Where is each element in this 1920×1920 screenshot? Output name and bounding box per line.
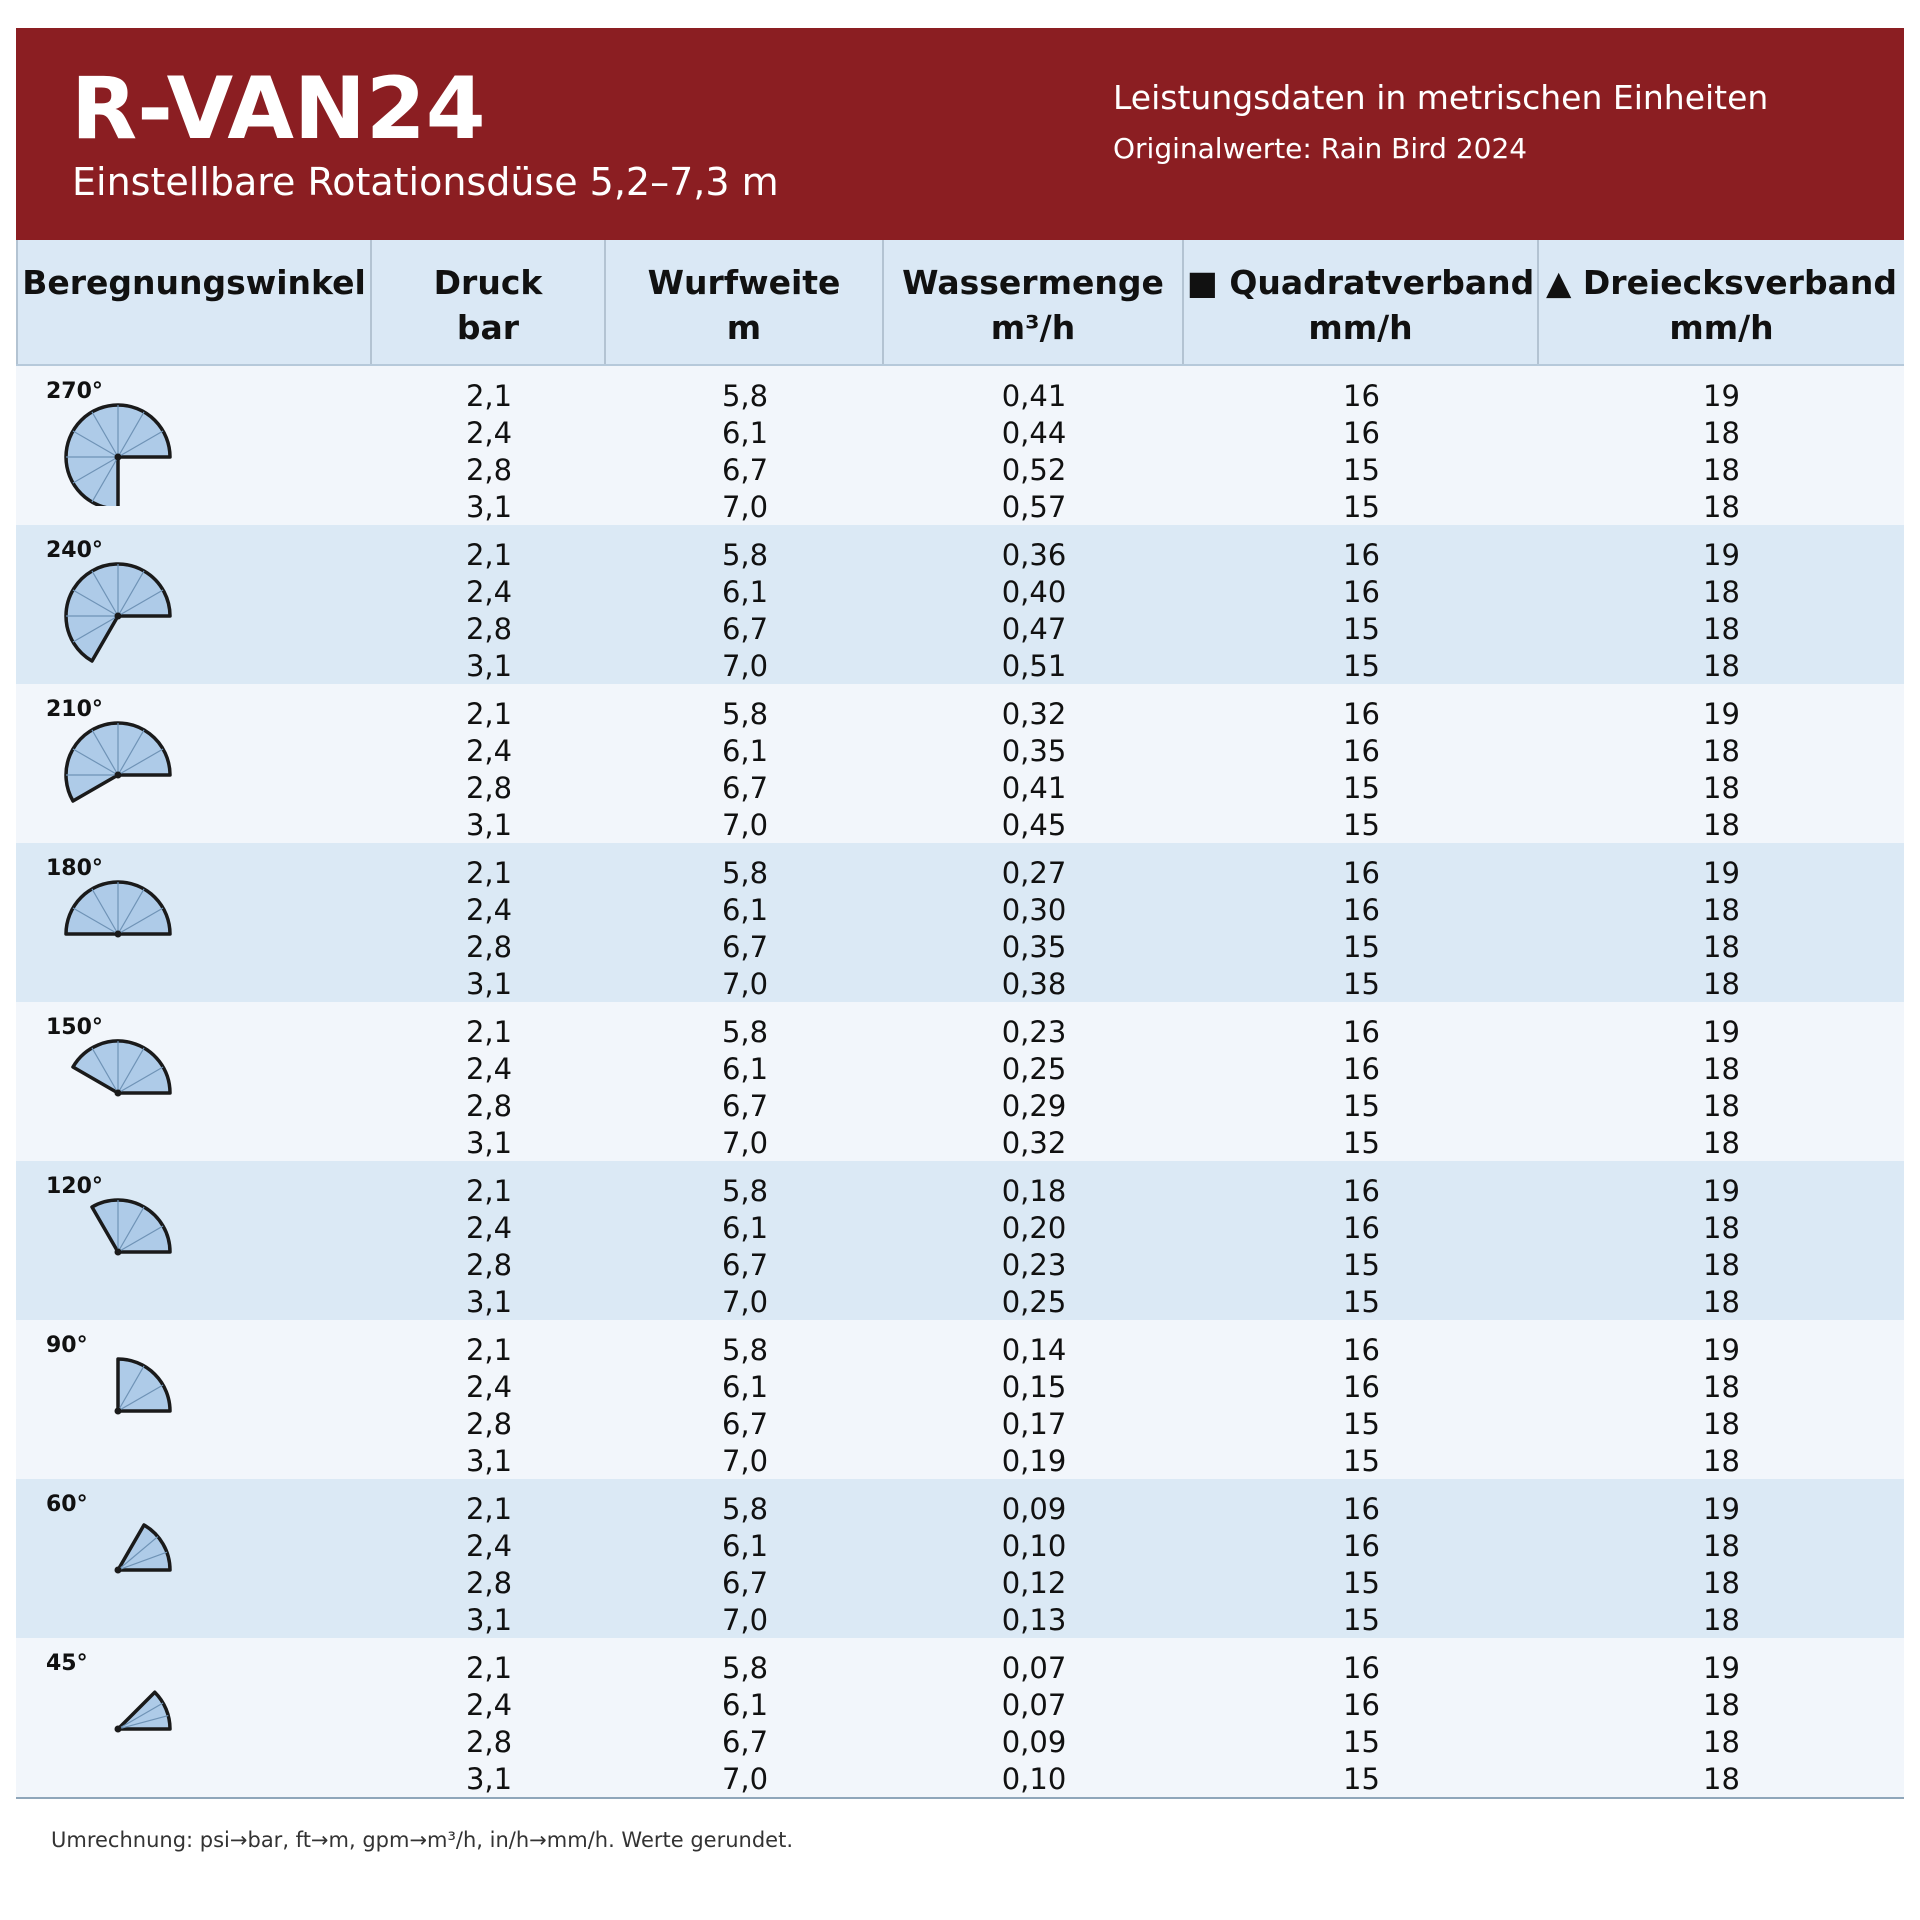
group-rows	[16, 1173, 1904, 1321]
triangle-rate-cell: 18	[1703, 893, 1740, 927]
angle-group	[16, 1320, 1904, 1479]
flow-cell: 0,35	[1001, 734, 1067, 768]
angle-cell-spacer	[16, 415, 372, 452]
flow-cell: 0,38	[1001, 967, 1067, 1001]
flow-cell: 0,52	[1001, 453, 1067, 487]
angle-group	[16, 1002, 1904, 1161]
flow-cell: 0,45	[1001, 808, 1067, 842]
flow-cell: 0,25	[1001, 1285, 1067, 1319]
flow-cell: 0,51	[1001, 649, 1067, 683]
radius-cell: 7,0	[721, 967, 769, 1001]
pressure-cell: 3,1	[465, 1762, 513, 1796]
column-header-radius: Wurfweite m	[606, 240, 884, 364]
radius-cell: 7,0	[721, 1444, 769, 1478]
pressure-cell: 2,4	[465, 1211, 513, 1245]
square-rate-cell: 16	[1343, 1651, 1380, 1685]
angle-cell-spacer	[16, 1014, 372, 1051]
flow-cell: 0,36	[1001, 538, 1067, 572]
pressure-cell: 2,1	[465, 1333, 513, 1367]
pressure-cell: 3,1	[465, 1603, 513, 1637]
triangle-rate-cell: 18	[1703, 1407, 1740, 1441]
pressure-cell: 3,1	[465, 1444, 513, 1478]
angle-group	[16, 525, 1904, 684]
flow-cell: 0,19	[1001, 1444, 1067, 1478]
pressure-cell: 2,8	[465, 930, 513, 964]
pressure-cell: 2,4	[465, 1529, 513, 1563]
square-rate-cell: 16	[1343, 1052, 1380, 1086]
square-rate-cell: 16	[1343, 734, 1380, 768]
pressure-cell: 2,4	[465, 893, 513, 927]
radius-cell: 6,1	[721, 1052, 769, 1086]
radius-cell: 5,8	[721, 1015, 769, 1049]
angle-label: 210°	[46, 697, 103, 722]
radius-cell: 5,8	[721, 856, 769, 890]
triangle-rate-cell: 18	[1703, 1370, 1740, 1404]
pressure-cell: 2,4	[465, 575, 513, 609]
square-rate-cell: 16	[1343, 379, 1380, 413]
flow-cell: 0,29	[1001, 1089, 1067, 1123]
angle-cell-spacer	[16, 1284, 372, 1321]
angle-cell-spacer	[16, 611, 372, 648]
angle-label: 180°	[46, 856, 103, 881]
square-rate-cell: 16	[1343, 538, 1380, 572]
flow-cell: 0,41	[1001, 379, 1067, 413]
radius-cell: 6,7	[721, 1407, 769, 1441]
square-rate-cell: 15	[1343, 967, 1380, 1001]
pressure-cell: 2,4	[465, 1052, 513, 1086]
pressure-cell: 2,8	[465, 1089, 513, 1123]
radius-cell: 6,1	[721, 893, 769, 927]
angle-label: 240°	[46, 538, 103, 563]
radius-cell: 6,7	[721, 1566, 769, 1600]
radius-cell: 5,8	[721, 697, 769, 731]
square-rate-cell: 15	[1343, 1126, 1380, 1160]
radius-cell: 6,7	[721, 930, 769, 964]
table-row	[16, 1443, 1904, 1480]
footnote: Umrechnung: psi→bar, ft→m, gpm→m³/h, in/h→mm/h. Werte gerundet.	[51, 1828, 794, 1852]
triangle-rate-cell: 18	[1703, 1444, 1740, 1478]
column-header-triangle-spacing: ▲ Dreiecksverband mm/h	[1546, 263, 1897, 347]
table-row	[16, 1528, 1904, 1565]
flow-cell: 0,13	[1001, 1603, 1067, 1637]
header-meta-source: Originalwerte: Rain Bird 2024	[1113, 132, 1528, 165]
triangle-rate-cell: 19	[1703, 1651, 1740, 1685]
angle-group	[16, 1638, 1904, 1799]
pressure-cell: 2,4	[465, 1370, 513, 1404]
flow-cell: 0,32	[1001, 1126, 1067, 1160]
angle-cell-spacer	[16, 537, 372, 574]
radius-cell: 6,7	[721, 771, 769, 805]
angle-cell-spacer	[16, 1173, 372, 1210]
triangle-rate-cell: 18	[1703, 1725, 1740, 1759]
flow-cell: 0,17	[1001, 1407, 1067, 1441]
radius-cell: 6,7	[721, 1089, 769, 1123]
triangle-rate-cell: 18	[1703, 575, 1740, 609]
triangle-rate-cell: 18	[1703, 1529, 1740, 1563]
group-rows	[16, 1491, 1904, 1639]
table-row	[16, 1014, 1904, 1051]
angle-cell-spacer	[16, 574, 372, 611]
spec-sheet	[16, 28, 1904, 1799]
triangle-rate-cell: 18	[1703, 416, 1740, 450]
flow-cell: 0,10	[1001, 1529, 1067, 1563]
radius-cell: 5,8	[721, 1174, 769, 1208]
flow-cell: 0,07	[1001, 1651, 1067, 1685]
triangle-rate-cell: 18	[1703, 808, 1740, 842]
radius-cell: 6,1	[721, 734, 769, 768]
group-rows	[16, 1014, 1904, 1162]
square-rate-cell: 15	[1343, 1762, 1380, 1796]
flow-cell: 0,32	[1001, 697, 1067, 731]
radius-cell: 6,1	[721, 1211, 769, 1245]
table-row	[16, 1247, 1904, 1284]
square-rate-cell: 15	[1343, 1248, 1380, 1282]
triangle-rate-cell: 18	[1703, 1211, 1740, 1245]
triangle-rate-cell: 18	[1703, 1089, 1740, 1123]
table-row	[16, 733, 1904, 770]
table-row	[16, 892, 1904, 929]
square-rate-cell: 15	[1343, 1407, 1380, 1441]
triangle-rate-cell: 18	[1703, 1285, 1740, 1319]
angle-cell-spacer	[16, 1602, 372, 1639]
flow-cell: 0,47	[1001, 612, 1067, 646]
square-rate-cell: 16	[1343, 1174, 1380, 1208]
flow-cell: 0,40	[1001, 575, 1067, 609]
angle-label: 270°	[46, 379, 103, 404]
table-row	[16, 611, 1904, 648]
triangle-rate-cell: 18	[1703, 1762, 1740, 1796]
triangle-rate-cell: 18	[1703, 612, 1740, 646]
square-rate-cell: 15	[1343, 930, 1380, 964]
pressure-cell: 3,1	[465, 1285, 513, 1319]
triangle-rate-cell: 18	[1703, 1052, 1740, 1086]
table-row	[16, 574, 1904, 611]
angle-cell-spacer	[16, 966, 372, 1003]
angle-label: 90°	[46, 1333, 88, 1358]
flow-cell: 0,27	[1001, 856, 1067, 890]
column-header-flow: Wassermenge m³/h	[884, 240, 1184, 364]
flow-cell: 0,23	[1001, 1248, 1067, 1282]
triangle-rate-cell: 18	[1703, 1566, 1740, 1600]
triangle-rate-cell: 18	[1703, 1248, 1740, 1282]
table-row	[16, 1650, 1904, 1687]
square-rate-cell: 16	[1343, 856, 1380, 890]
pressure-cell: 2,4	[465, 1688, 513, 1722]
square-rate-cell: 16	[1343, 1529, 1380, 1563]
angle-cell-spacer	[16, 648, 372, 685]
table-row	[16, 1210, 1904, 1247]
radius-cell: 6,1	[721, 575, 769, 609]
angle-cell-spacer	[16, 1210, 372, 1247]
square-rate-cell: 16	[1343, 1333, 1380, 1367]
flow-cell: 0,41	[1001, 771, 1067, 805]
table-row	[16, 770, 1904, 807]
flow-cell: 0,25	[1001, 1052, 1067, 1086]
square-rate-cell: 16	[1343, 697, 1380, 731]
flow-cell: 0,20	[1001, 1211, 1067, 1245]
angle-cell-spacer	[16, 1125, 372, 1162]
radius-cell: 6,1	[721, 1688, 769, 1722]
product-title: R-VAN24	[71, 59, 486, 159]
table-row	[16, 807, 1904, 844]
pressure-cell: 2,1	[465, 697, 513, 731]
flow-cell: 0,14	[1001, 1333, 1067, 1367]
table-row	[16, 696, 1904, 733]
square-rate-cell: 16	[1343, 893, 1380, 927]
pressure-cell: 3,1	[465, 649, 513, 683]
angle-cell-spacer	[16, 1369, 372, 1406]
radius-cell: 7,0	[721, 1285, 769, 1319]
flow-cell: 0,44	[1001, 416, 1067, 450]
square-rate-cell: 15	[1343, 1089, 1380, 1123]
square-rate-cell: 16	[1343, 1211, 1380, 1245]
radius-cell: 7,0	[721, 649, 769, 683]
angle-cell-spacer	[16, 1528, 372, 1565]
flow-cell: 0,35	[1001, 930, 1067, 964]
pressure-cell: 2,8	[465, 1248, 513, 1282]
square-rate-cell: 15	[1343, 490, 1380, 524]
group-rows	[16, 378, 1904, 526]
radius-cell: 6,1	[721, 1370, 769, 1404]
angle-label: 120°	[46, 1174, 103, 1199]
pressure-cell: 2,1	[465, 1015, 513, 1049]
table-body	[16, 366, 1904, 1799]
square-rate-cell: 15	[1343, 808, 1380, 842]
square-rate-cell: 15	[1343, 1603, 1380, 1637]
pressure-cell: 2,1	[465, 1492, 513, 1526]
group-rows	[16, 696, 1904, 844]
angle-label: 150°	[46, 1015, 103, 1040]
triangle-rate-cell: 19	[1703, 1492, 1740, 1526]
flow-cell: 0,09	[1001, 1492, 1067, 1526]
radius-cell: 5,8	[721, 1333, 769, 1367]
square-rate-cell: 15	[1343, 649, 1380, 683]
triangle-rate-cell: 19	[1703, 1174, 1740, 1208]
column-header-square-spacing: ■ Quadratverband mm/h	[1184, 240, 1539, 364]
table-row	[16, 489, 1904, 526]
group-rows	[16, 1650, 1904, 1798]
table-row	[16, 1406, 1904, 1443]
triangle-rate-cell: 18	[1703, 1126, 1740, 1160]
angle-cell-spacer	[16, 855, 372, 892]
group-rows	[16, 537, 1904, 685]
triangle-rate-cell: 18	[1703, 490, 1740, 524]
radius-cell: 5,8	[721, 379, 769, 413]
pressure-cell: 3,1	[465, 967, 513, 1001]
triangle-rate-cell: 18	[1703, 1688, 1740, 1722]
pressure-cell: 2,8	[465, 1566, 513, 1600]
angle-cell-spacer	[16, 1332, 372, 1369]
square-rate-cell: 15	[1343, 1285, 1380, 1319]
table-row	[16, 648, 1904, 685]
square-rate-cell: 15	[1343, 1444, 1380, 1478]
angle-group	[16, 1161, 1904, 1320]
table-row	[16, 1173, 1904, 1210]
triangle-rate-cell: 18	[1703, 649, 1740, 683]
angle-cell-spacer	[16, 1650, 372, 1687]
table-row	[16, 1051, 1904, 1088]
radius-cell: 7,0	[721, 808, 769, 842]
table-row	[16, 929, 1904, 966]
angle-group	[16, 843, 1904, 1002]
pressure-cell: 2,1	[465, 538, 513, 572]
square-rate-cell: 15	[1343, 771, 1380, 805]
angle-cell-spacer	[16, 733, 372, 770]
table-row	[16, 966, 1904, 1003]
radius-cell: 6,7	[721, 612, 769, 646]
angle-cell-spacer	[16, 1565, 372, 1602]
flow-cell: 0,07	[1001, 1688, 1067, 1722]
angle-label: 60°	[46, 1492, 88, 1517]
square-rate-cell: 15	[1343, 1566, 1380, 1600]
table-row	[16, 452, 1904, 489]
radius-cell: 6,1	[721, 1529, 769, 1563]
triangle-rate-cell: 18	[1703, 1603, 1740, 1637]
table-row	[16, 415, 1904, 452]
flow-cell: 0,09	[1001, 1725, 1067, 1759]
angle-group	[16, 684, 1904, 843]
flow-cell: 0,57	[1001, 490, 1067, 524]
table-row	[16, 1332, 1904, 1369]
pressure-cell: 2,8	[465, 1407, 513, 1441]
table-row	[16, 1602, 1904, 1639]
angle-cell-spacer	[16, 929, 372, 966]
angle-cell-spacer	[16, 1761, 372, 1798]
column-header-pressure: Druck bar	[372, 240, 606, 364]
triangle-rate-cell: 19	[1703, 697, 1740, 731]
column-header-angle: Beregnungswinkel	[16, 240, 372, 364]
radius-cell: 6,7	[721, 1725, 769, 1759]
angle-cell-spacer	[16, 807, 372, 844]
triangle-rate-cell: 19	[1703, 538, 1740, 572]
triangle-rate-cell: 19	[1703, 1333, 1740, 1367]
table-row	[16, 1491, 1904, 1528]
square-rate-cell: 16	[1343, 1492, 1380, 1526]
radius-cell: 5,8	[721, 1492, 769, 1526]
triangle-rate-cell: 18	[1703, 771, 1740, 805]
pressure-cell: 2,8	[465, 612, 513, 646]
table-row	[16, 537, 1904, 574]
angle-cell-spacer	[16, 452, 372, 489]
triangle-rate-cell: 18	[1703, 967, 1740, 1001]
flow-cell: 0,15	[1001, 1370, 1067, 1404]
square-rate-cell: 15	[1343, 1725, 1380, 1759]
radius-cell: 6,1	[721, 416, 769, 450]
radius-cell: 7,0	[721, 1126, 769, 1160]
square-rate-cell: 16	[1343, 575, 1380, 609]
header-banner	[16, 28, 1904, 240]
pressure-cell: 3,1	[465, 808, 513, 842]
group-rows	[16, 1332, 1904, 1480]
flow-cell: 0,18	[1001, 1174, 1067, 1208]
square-rate-cell: 16	[1343, 1015, 1380, 1049]
pressure-cell: 2,1	[465, 856, 513, 890]
angle-cell-spacer	[16, 489, 372, 526]
radius-cell: 5,8	[721, 538, 769, 572]
table-row	[16, 1687, 1904, 1724]
radius-cell: 7,0	[721, 1603, 769, 1637]
table-header	[16, 240, 1904, 366]
angle-cell-spacer	[16, 892, 372, 929]
square-rate-cell: 16	[1343, 1370, 1380, 1404]
radius-cell: 7,0	[721, 1762, 769, 1796]
pressure-cell: 2,8	[465, 771, 513, 805]
pressure-cell: 2,1	[465, 1651, 513, 1685]
pressure-cell: 2,4	[465, 734, 513, 768]
angle-cell-spacer	[16, 1088, 372, 1125]
square-rate-cell: 16	[1343, 1688, 1380, 1722]
square-rate-cell: 15	[1343, 453, 1380, 487]
flow-cell: 0,12	[1001, 1566, 1067, 1600]
pressure-cell: 2,4	[465, 416, 513, 450]
triangle-rate-cell: 19	[1703, 856, 1740, 890]
angle-cell-spacer	[16, 1491, 372, 1528]
table-row	[16, 855, 1904, 892]
table-row	[16, 1088, 1904, 1125]
table-row	[16, 378, 1904, 415]
pressure-cell: 2,8	[465, 453, 513, 487]
square-rate-cell: 15	[1343, 612, 1380, 646]
angle-cell-spacer	[16, 1247, 372, 1284]
pressure-cell: 2,8	[465, 1725, 513, 1759]
pressure-cell: 2,1	[465, 1174, 513, 1208]
angle-cell-spacer	[16, 696, 372, 733]
triangle-rate-cell: 18	[1703, 734, 1740, 768]
pressure-cell: 2,1	[465, 379, 513, 413]
flow-cell: 0,23	[1001, 1015, 1067, 1049]
square-rate-cell: 16	[1343, 416, 1380, 450]
radius-cell: 6,7	[721, 1248, 769, 1282]
angle-cell-spacer	[16, 770, 372, 807]
table-row	[16, 1284, 1904, 1321]
table-row	[16, 1761, 1904, 1798]
angle-cell-spacer	[16, 1443, 372, 1480]
table-row	[16, 1125, 1904, 1162]
group-rows	[16, 855, 1904, 1003]
angle-cell-spacer	[16, 1051, 372, 1088]
table-row	[16, 1565, 1904, 1602]
flow-cell: 0,30	[1001, 893, 1067, 927]
angle-cell-spacer	[16, 1687, 372, 1724]
header-meta-units: Leistungsdaten in metrischen Einheiten	[1113, 78, 1769, 117]
triangle-rate-cell: 19	[1703, 379, 1740, 413]
angle-cell-spacer	[16, 1724, 372, 1761]
table-row	[16, 1369, 1904, 1406]
table-row	[16, 1724, 1904, 1761]
radius-cell: 7,0	[721, 490, 769, 524]
angle-group	[16, 1479, 1904, 1638]
pressure-cell: 3,1	[465, 490, 513, 524]
angle-group	[16, 366, 1904, 525]
flow-cell: 0,10	[1001, 1762, 1067, 1796]
product-subtitle: Einstellbare Rotationsdüse 5,2–7,3 m	[72, 160, 779, 204]
pressure-cell: 3,1	[465, 1126, 513, 1160]
angle-label: 45°	[46, 1651, 88, 1676]
angle-cell-spacer	[16, 1406, 372, 1443]
radius-cell: 6,7	[721, 453, 769, 487]
triangle-rate-cell: 19	[1703, 1015, 1740, 1049]
radius-cell: 5,8	[721, 1651, 769, 1685]
angle-cell-spacer	[16, 378, 372, 415]
triangle-rate-cell: 18	[1703, 930, 1740, 964]
triangle-rate-cell: 18	[1703, 453, 1740, 487]
